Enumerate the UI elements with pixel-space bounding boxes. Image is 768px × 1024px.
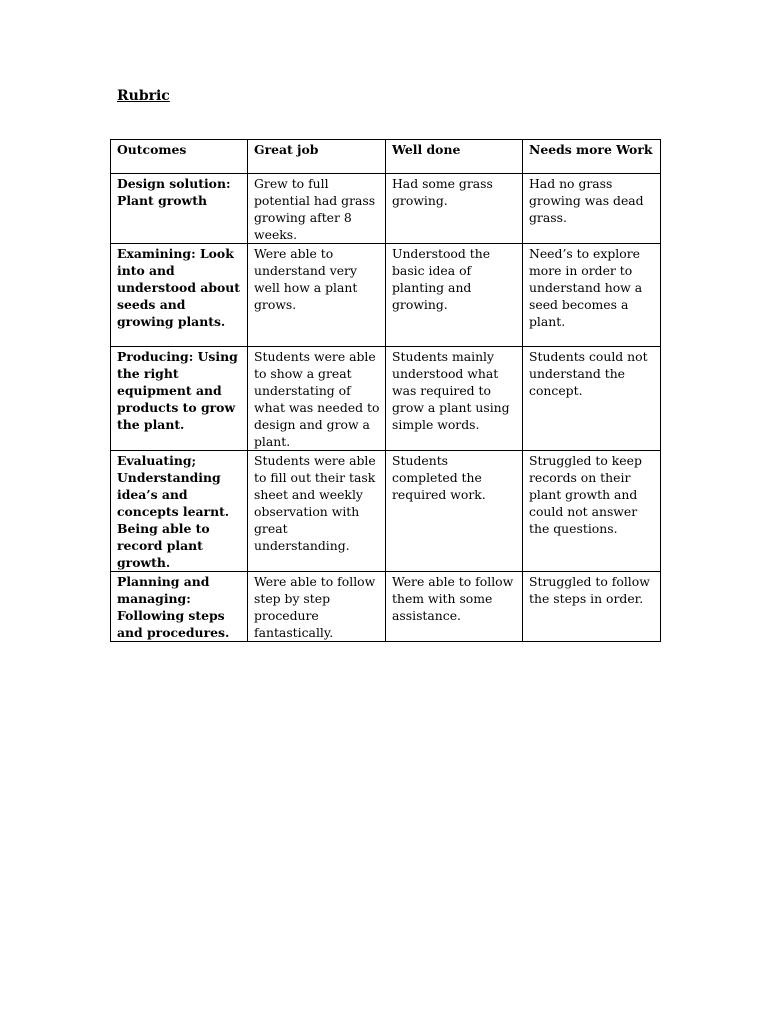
page-title: Rubric bbox=[117, 88, 170, 104]
rubric-table bbox=[110, 139, 661, 642]
great-job-cell: Were able to understand very well how a plant grows. bbox=[248, 244, 386, 347]
needs-more-work-cell: Students could not understand the concept. bbox=[523, 347, 661, 451]
header-outcomes: Outcomes bbox=[111, 140, 248, 174]
well-done-cell: Students completed the required work. bbox=[386, 451, 523, 572]
well-done-cell: Understood the basic idea of planting and growing. bbox=[386, 244, 523, 347]
outcome-cell: Design solution: Plant growth bbox=[111, 174, 248, 244]
well-done-cell: Had some grass growing. bbox=[386, 174, 523, 244]
table-row bbox=[111, 572, 661, 642]
outcome-cell: Planning and managing: Following steps and procedures. bbox=[111, 572, 248, 642]
header-well-done: Well done bbox=[386, 140, 523, 174]
outcome-cell: Evaluating; Understanding idea’s and concepts learnt. Being able to record plant growth. bbox=[111, 451, 248, 572]
header-needs-more-work: Needs more Work bbox=[523, 140, 661, 174]
great-job-cell: Students were able to show a great understating of what was needed to design and grow a plant. bbox=[248, 347, 386, 451]
great-job-cell: Grew to full potential had grass growing after 8 weeks. bbox=[248, 174, 386, 244]
needs-more-work-cell: Need’s to explore more in order to understand how a seed becomes a plant. bbox=[523, 244, 661, 347]
great-job-cell: Were able to follow step by step procedure fantastically. bbox=[248, 572, 386, 642]
table-row bbox=[111, 451, 661, 572]
table-row bbox=[111, 347, 661, 451]
header-great-job: Great job bbox=[248, 140, 386, 174]
needs-more-work-cell: Struggled to follow the steps in order. bbox=[523, 572, 661, 642]
well-done-cell: Were able to follow them with some assistance. bbox=[386, 572, 523, 642]
table-header-row bbox=[111, 140, 661, 174]
well-done-cell: Students mainly understood what was required to grow a plant using simple words. bbox=[386, 347, 523, 451]
needs-more-work-cell: Had no grass growing was dead grass. bbox=[523, 174, 661, 244]
great-job-cell: Students were able to fill out their task sheet and weekly observation with great understanding. bbox=[248, 451, 386, 572]
outcome-cell: Producing: Using the right equipment and products to grow the plant. bbox=[111, 347, 248, 451]
table-row bbox=[111, 174, 661, 244]
table-row bbox=[111, 244, 661, 347]
needs-more-work-cell: Struggled to keep records on their plant growth and could not answer the questions. bbox=[523, 451, 661, 572]
outcome-cell: Examining: Look into and understood about seeds and growing plants. bbox=[111, 244, 248, 347]
